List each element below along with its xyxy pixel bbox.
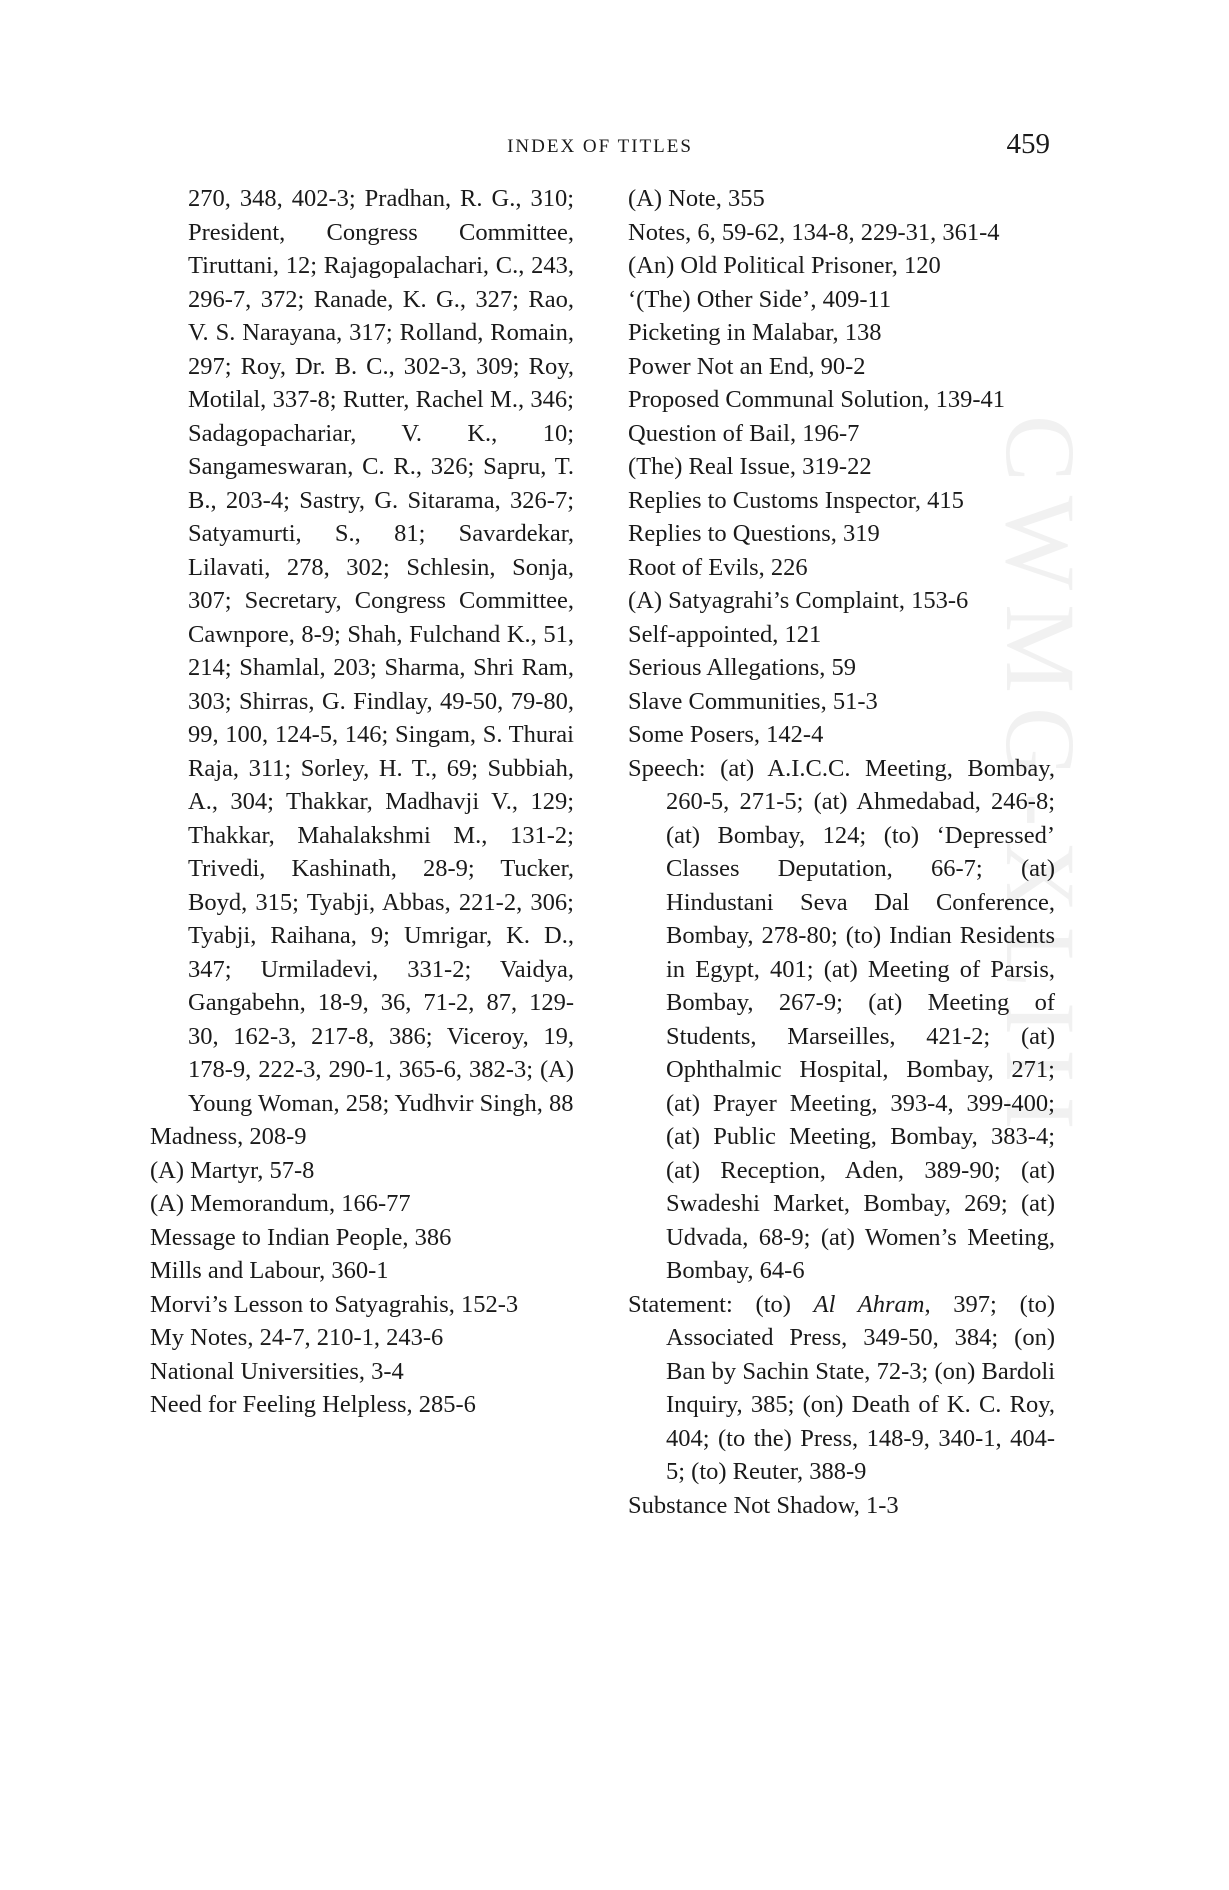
left-column [150, 182, 574, 1422]
index-entry: Replies to Questions, 319 [628, 520, 880, 547]
index-entry: National Universities, 3-4 [150, 1357, 404, 1385]
index-entry: Root of Evils, 226 [628, 553, 808, 581]
index-entry: (An) Old Political Prisoner, 120 [628, 252, 941, 279]
right-entry-list [628, 182, 1055, 1288]
index-entry: Replies to Customs Inspector, 415 [628, 486, 964, 514]
index-entry: (A) Satyagrahi’s Complaint, 153-6 [628, 587, 969, 614]
index-entry: Speech: (at) A.I.C.C. Meeting, Bombay, 260-5, 271-5; (at) Ahmedabad, 246-8; (at) Bombay, 124; (to) ‘Depressed’ Classes Deputation, 66-7; (at) Hindustani Seva Dal Conference, Bombay, 278-80; (to) Indian Residents in Egypt, 401; (at) Meeting of Parsis, Bombay, 267-9; (at) Meeting of Students, Marseilles, 421-2; (at) Ophthalmic Hospital, Bombay, 271; (at) Prayer Meeting, 393-4, 399-400; (at) Public Meeting, Bombay, 383-4; (at) Reception, Aden, 389-90; (at) Swadeshi Market, Bombay, 269; (at) Udvada, 68-9; (at) Women’s Meeting, Bombay, 64-6 [628, 754, 1055, 1284]
index-entry: Slave Communities, 51-3 [628, 687, 878, 715]
page-number: 459 [1006, 128, 1050, 160]
index-entry: Message to Indian People, 386 [150, 1223, 452, 1251]
statement-italic-title: Al Ahram [813, 1290, 925, 1318]
continued-entry: 270, 348, 402-3; Pradhan, R. G., 310; President, Congress Committee, Tiruttani, 12; Rajagopalachari, C., 243, 296-7, 372; Ranade, K. G., 327; Rao, V. S. Narayana, 317; Rolland, Romain, 297; Roy, Dr. B. C., 302-3, 309; Roy, Motilal, 337-8; Rutter, Rachel M., 346; Sadagopachariar, V. K., 10; Sangameswaran, C. R., 326; Sapru, T. B., 203-4; Sastry, G. Sitarama, 326-7; Satyamurti, S., 81; Savardekar, Lilavati, 278, 302; Schlesin, Sonja, 307; Secretary, Congress Committee, Cawnpore, 8-9; Shah, Fulchand K., 51, 214; Shamlal, 203; Sharma, Shri Ram, 303; Shirras, G. Findlay, 49-50, 79-80, 99, 100, 124-5, 146; Singam, S. Thurai Raja, 311; Sorley, H. T., 69; Subbiah, A., 304; Thakkar, Madhavji V., 129; Thakkar, Mahalakshmi M., 131-2; Trivedi, Kashinath, 28-9; Tucker, Boyd, 315; Tyabji, Abbas, 221-2, 306; Tyabji, Raihana, 9; Umrigar, K. D., 347; Urmiladevi, 331-2; Vaidya, Gangabehn, 18-9, 36, 71-2, 87, 129-30, 162-3, 217-8, 386; Viceroy, 19, 178-9, 222-3, 290-1, 365-6, 382-3; (A) Young Woman, 258; Yudhvir Singh, 88 [188, 185, 574, 1117]
index-entry: Self-appointed, 121 [628, 620, 822, 648]
index-entry-statement [628, 1288, 1055, 1489]
running-title: INDEX OF TITLES [507, 136, 693, 157]
page-header [150, 128, 1050, 168]
right-column [628, 182, 1055, 1522]
index-entry: Mills and Labour, 360-1 [150, 1257, 389, 1284]
index-entry: Morvi’s Lesson to Satyagrahis, 152-3 [150, 1290, 519, 1318]
index-entry: Some Posers, 142-4 [628, 721, 824, 748]
index-entry: Picketing in Malabar, 138 [628, 319, 882, 346]
index-entry: Substance Not Shadow, 1-3 [628, 1491, 899, 1519]
index-entry: (A) Note, 355 [628, 185, 765, 212]
index-entry: (A) Memorandum, 166-77 [150, 1190, 411, 1217]
index-entry: Need for Feeling Helpless, 285-6 [150, 1391, 476, 1418]
statement-suffix: , 397; (to) Associated Press, 349-50, 384; (on) Ban by Sachin State, 72-3; (on) Bardoli Inquiry, 385; (on) Death of K. C. Roy, 404; (to the) Press, 148-9, 340-1, 404-5; (to) Reuter, 388-9 [666, 1290, 1055, 1485]
index-entry: Serious Allegations, 59 [628, 654, 856, 681]
index-entry: Proposed Communal Solution, 139-41 [628, 386, 1006, 413]
index-entry: My Notes, 24-7, 210-1, 243-6 [150, 1324, 444, 1351]
right-entry-list-end [628, 1489, 1055, 1523]
statement-prefix: Statement: (to) [628, 1290, 814, 1318]
index-entry: Question of Bail, 196-7 [628, 419, 860, 447]
index-entry: (A) Martyr, 57-8 [150, 1156, 315, 1184]
index-entry: ‘(The) Other Side’, 409-11 [628, 285, 892, 313]
index-entry: Power Not an End, 90-2 [628, 352, 866, 380]
left-entry-list [150, 1120, 574, 1422]
watermark: CWMG-XLIII [985, 415, 1096, 1144]
index-entry: Madness, 208-9 [150, 1123, 307, 1150]
index-entry: (The) Real Issue, 319-22 [628, 453, 872, 480]
index-entry: Notes, 6, 59-62, 134-8, 229-31, 361-4 [628, 218, 1000, 246]
